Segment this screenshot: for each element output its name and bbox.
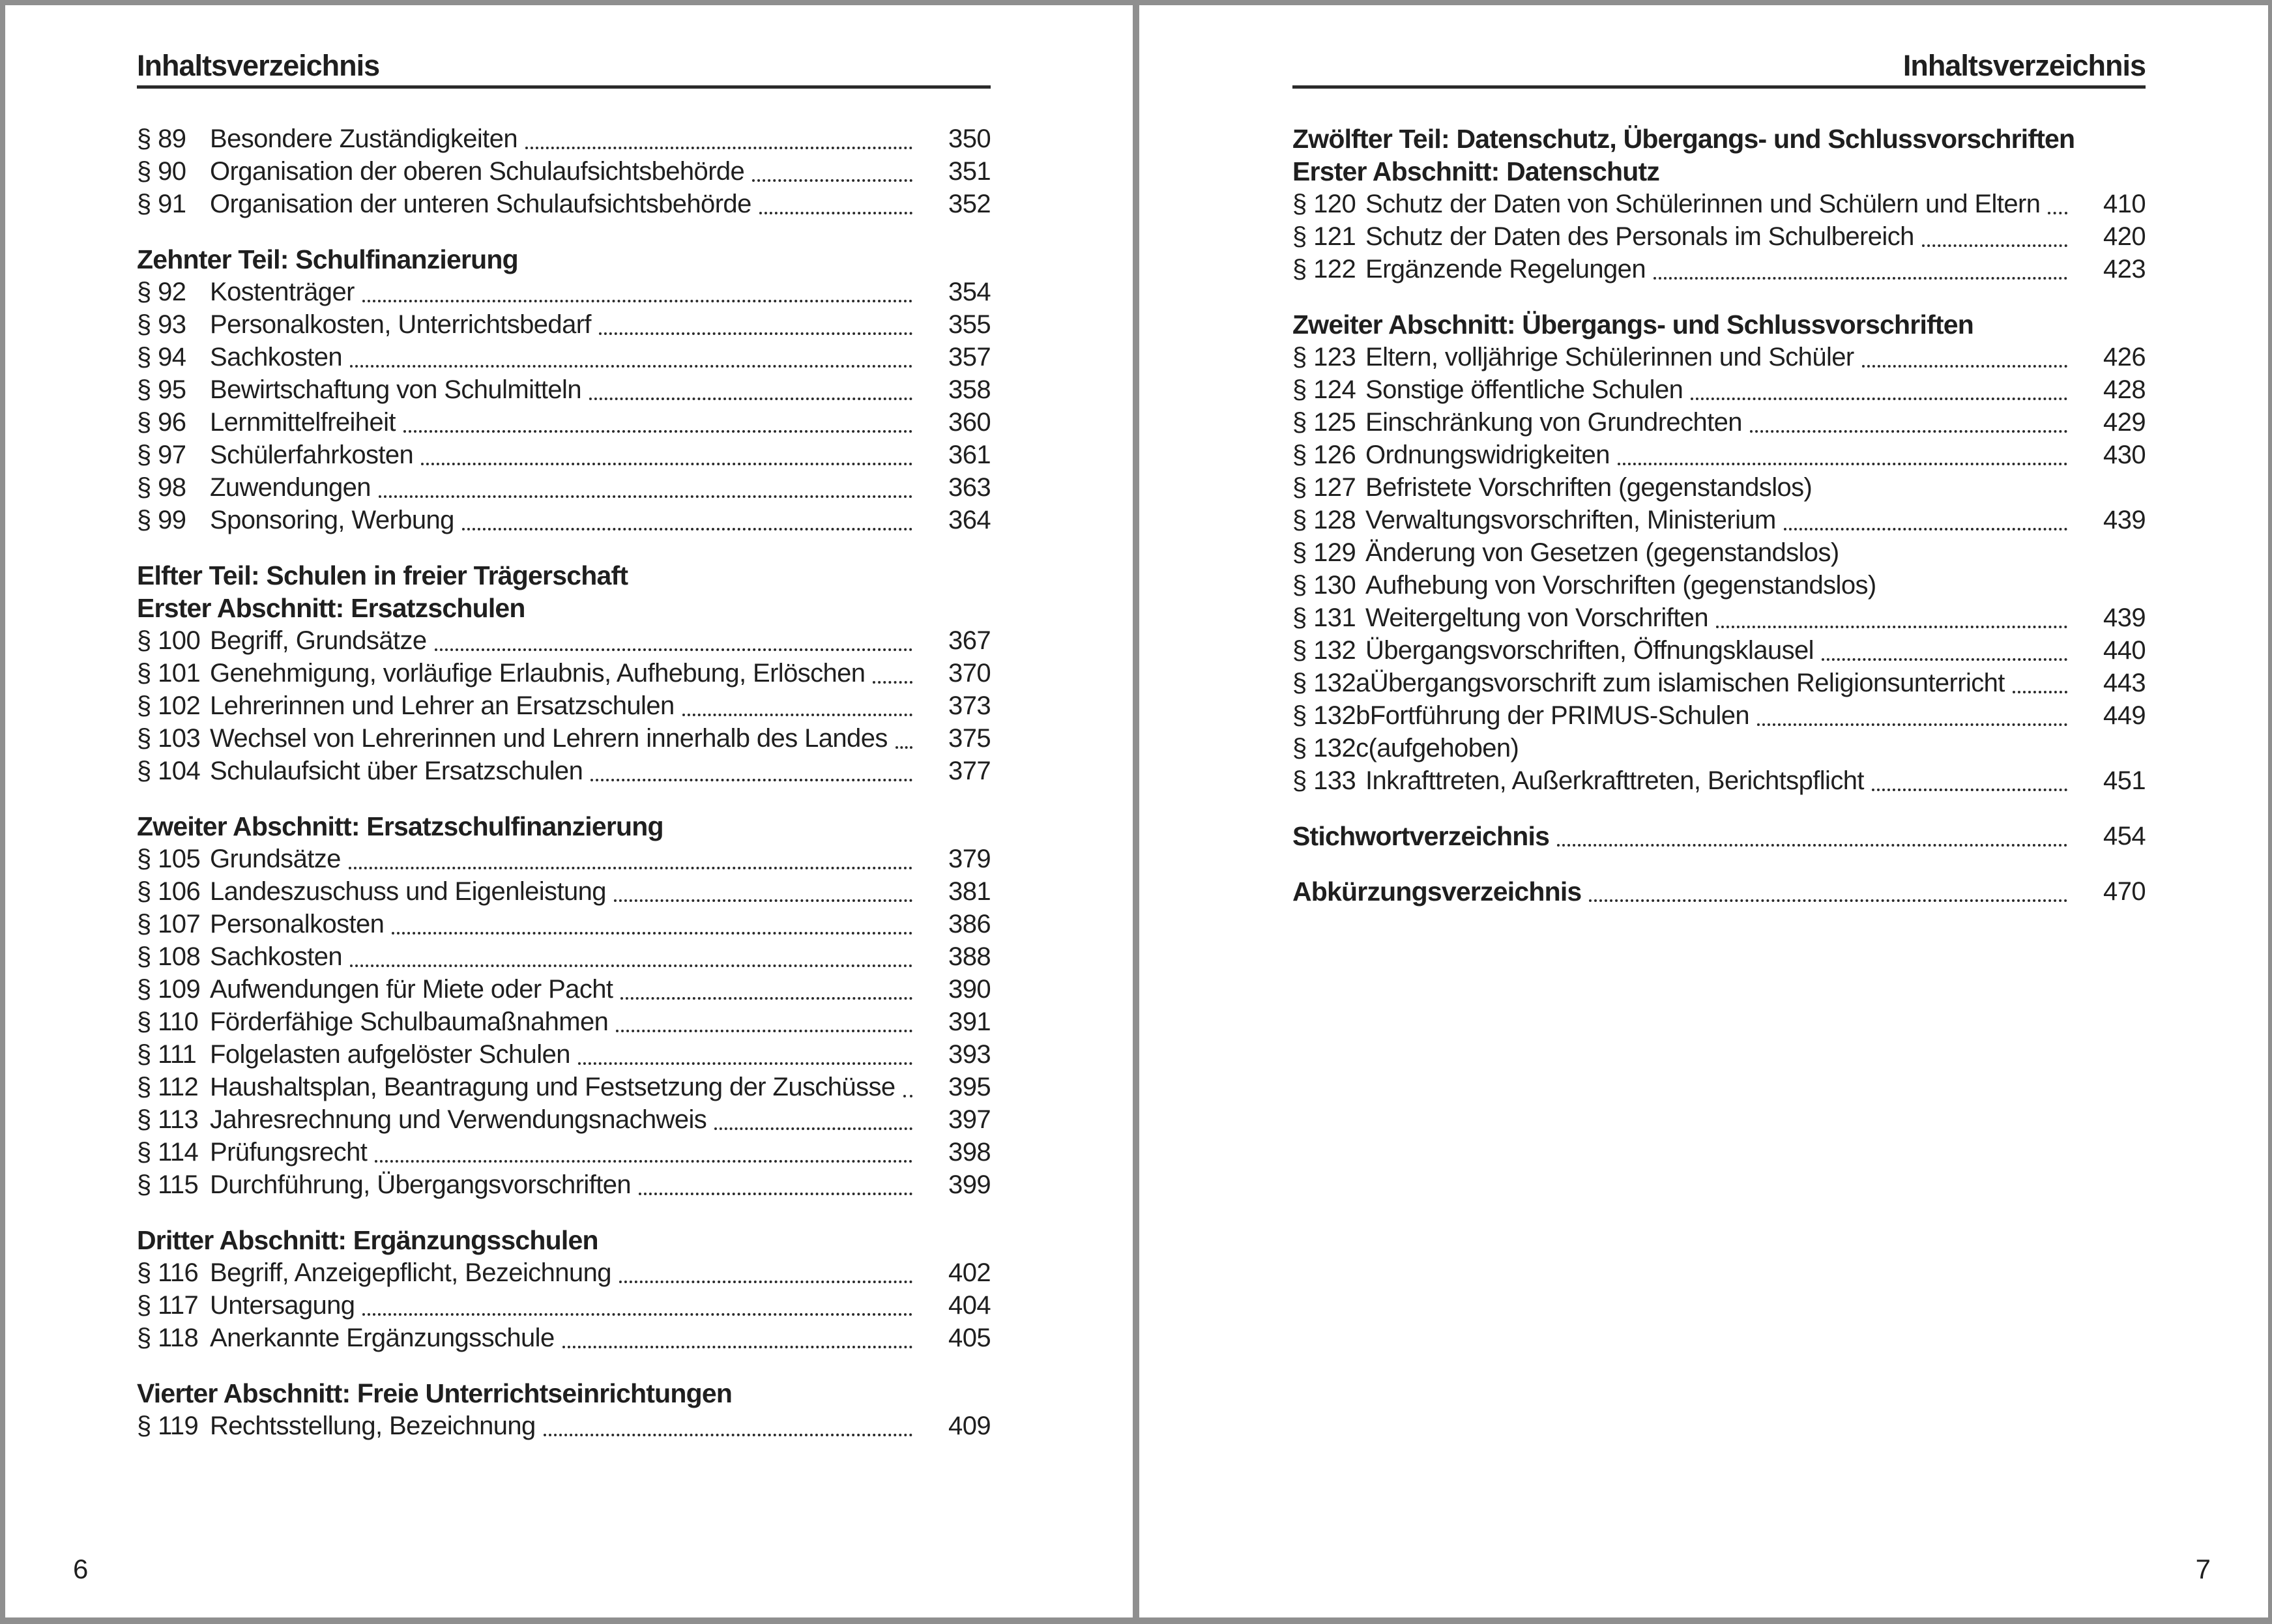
paragraph-number: § 119 (137, 1412, 199, 1440)
entry-title: Rechtsstellung, Bezeichnung (210, 1412, 536, 1440)
dot-leader (2048, 188, 2067, 214)
toc-entry (1292, 188, 2146, 220)
dot-leader (379, 471, 912, 498)
toc-entry (137, 1071, 991, 1103)
entry-title: Kostenträger (210, 278, 355, 306)
entry-page-number: 391 (948, 1008, 991, 1036)
paragraph-number: § 128 (1292, 506, 1356, 534)
entry-page-number: 398 (948, 1138, 991, 1167)
dot-leader (1872, 764, 2067, 791)
toc-section (1292, 820, 2146, 852)
toc-section (137, 559, 991, 787)
entry-title: Aufhebung von Vorschriften (gegenstandslos) (1365, 571, 1876, 600)
dot-leader (759, 188, 912, 214)
section-heading: Erster Abschnitt: Datenschutz (1292, 156, 1660, 186)
entry-title: Ergänzende Regelungen (1365, 255, 1646, 283)
paragraph-number: § 132a (1292, 669, 1370, 697)
dot-leader (1716, 602, 2067, 628)
toc-section (1292, 308, 2146, 797)
paragraph-number: § 124 (1292, 375, 1356, 404)
paragraph-number: § 132 (1292, 636, 1356, 665)
entry-page-number: 361 (948, 441, 991, 469)
dot-leader (873, 657, 912, 684)
entry-page-number: 379 (948, 845, 991, 873)
dot-leader (599, 308, 912, 335)
entry-title: Genehmigung, vorläufige Erlaubnis, Aufhebung, Erlöschen (210, 659, 866, 688)
paragraph-number: § 112 (137, 1073, 199, 1101)
entry-page-number: 440 (2103, 636, 2146, 665)
entry-page-number: 354 (948, 278, 991, 306)
toc-entry (137, 1136, 991, 1168)
entry-title: (aufgehoben) (1368, 734, 1519, 762)
toc-entry (137, 973, 991, 1006)
paragraph-number: § 115 (137, 1170, 199, 1199)
dot-leader (578, 1038, 912, 1065)
toc-entry (1292, 667, 2146, 699)
entry-title: Personalkosten (210, 910, 385, 938)
toc-entry (137, 155, 991, 188)
entry-title: Prüfungsrecht (210, 1138, 368, 1167)
dot-leader (1784, 504, 2067, 530)
section-heading: Zehnter Teil: Schulfinanzierung (137, 244, 518, 274)
paragraph-number: § 116 (137, 1258, 199, 1287)
toc-entry (1292, 820, 2146, 852)
paragraph-number: § 92 (137, 278, 186, 306)
paragraph-number: § 97 (137, 441, 186, 469)
entry-page-number: 350 (948, 124, 991, 153)
dot-leader (682, 689, 912, 716)
dot-leader (589, 373, 912, 400)
toc-entry (137, 504, 991, 536)
entry-page-number: 404 (948, 1291, 991, 1320)
paragraph-number: § 132c (1292, 734, 1369, 762)
dot-leader (590, 755, 912, 781)
toc-entry (137, 1322, 991, 1354)
paragraph-number: § 120 (1292, 190, 1356, 218)
entry-page-number: 409 (948, 1412, 991, 1440)
entry-page-number: 405 (948, 1324, 991, 1352)
entry-page-number: 358 (948, 375, 991, 404)
paragraph-number: § 108 (137, 942, 201, 971)
entry-title: Weitergeltung von Vorschriften (1365, 603, 1709, 632)
toc-entry (137, 1006, 991, 1038)
entry-title: Zuwendungen (210, 473, 371, 502)
entry-title: Landeszuschuss und Eigenleistung (210, 877, 606, 906)
dot-leader (896, 722, 912, 749)
toc-entry (137, 657, 991, 689)
toc-entry (1292, 699, 2146, 732)
toc-entry (1292, 220, 2146, 253)
toc-entry (1292, 536, 2146, 569)
paragraph-number: § 90 (137, 157, 186, 186)
paragraph-number: § 132b (1292, 701, 1370, 730)
paragraph-number: § 126 (1292, 441, 1356, 469)
dot-leader (375, 1136, 912, 1163)
entry-title: Sponsoring, Werbung (210, 506, 454, 534)
entry-title: Schulaufsicht über Ersatzschulen (210, 757, 583, 785)
entry-title: Befristete Vorschriften (gegenstandslos) (1365, 473, 1813, 502)
entry-title: Begriff, Grundsätze (210, 626, 427, 655)
entry-page-number: 426 (2103, 343, 2146, 371)
dot-leader (614, 875, 912, 902)
entry-title: Änderung von Gesetzen (gegenstandslos) (1365, 538, 1839, 567)
toc-list (1292, 123, 2146, 908)
entry-page-number: 397 (948, 1105, 991, 1134)
entry-title: Sachkosten (210, 942, 343, 971)
entry-page-number: 423 (2103, 255, 2146, 283)
dot-leader (639, 1168, 912, 1195)
toc-entry (137, 406, 991, 439)
entry-title: Sachkosten (210, 343, 343, 371)
entry-title: Abkürzungsverzeichnis (1292, 877, 1582, 906)
paragraph-number: § 96 (137, 408, 186, 437)
dot-leader (392, 908, 912, 935)
dot-leader (462, 504, 912, 530)
entry-page-number: 351 (948, 157, 991, 186)
dot-leader (1557, 820, 2067, 847)
paragraph-number: § 118 (137, 1324, 199, 1352)
paragraph-number: § 105 (137, 845, 201, 873)
toc-entry (1292, 439, 2146, 471)
toc-entry (137, 755, 991, 787)
entry-page-number: 363 (948, 473, 991, 502)
paragraph-number: § 125 (1292, 408, 1356, 437)
dot-leader (1750, 406, 2067, 433)
paragraph-number: § 91 (137, 190, 186, 218)
entry-page-number: 388 (948, 942, 991, 971)
entry-page-number: 443 (2103, 669, 2146, 697)
paragraph-number: § 122 (1292, 255, 1356, 283)
dot-leader (435, 624, 913, 651)
entry-title: Bewirtschaftung von Schulmitteln (210, 375, 581, 404)
toc-entry (137, 624, 991, 657)
dot-leader (1862, 341, 2067, 368)
entry-title: Durchführung, Übergangsvorschriften (210, 1170, 632, 1199)
paragraph-number: § 111 (137, 1040, 197, 1069)
paragraph-number: § 113 (137, 1105, 199, 1134)
toc-entry (137, 689, 991, 722)
toc-entry (1292, 471, 2146, 504)
toc-entry (137, 123, 991, 155)
entry-title: Inkrafttreten, Außerkrafttreten, Berichtspflicht (1365, 766, 1864, 795)
toc-entry (137, 276, 991, 308)
entry-page-number: 420 (2103, 222, 2146, 251)
entry-page-number: 449 (2103, 701, 2146, 730)
dot-leader (1618, 439, 2067, 465)
entry-title: Organisation der unteren Schulaufsichtsbehörde (210, 190, 751, 218)
entry-page-number: 393 (948, 1040, 991, 1069)
paragraph-number: § 93 (137, 310, 186, 339)
entry-page-number: 439 (2103, 603, 2146, 632)
toc-entry (137, 341, 991, 373)
dot-leader (714, 1103, 912, 1130)
toc-entry (1292, 569, 2146, 602)
entry-page-number: 428 (2103, 375, 2146, 404)
toc-entry (1292, 875, 2146, 908)
entry-title: Anerkannte Ergänzungsschule (210, 1324, 555, 1352)
toc-entry (137, 188, 991, 220)
page-right (1139, 5, 2268, 1617)
dot-leader (421, 439, 912, 465)
entry-page-number: 352 (948, 190, 991, 218)
entry-title: Lehrerinnen und Lehrer an Ersatzschulen (210, 691, 675, 720)
dot-leader (350, 940, 912, 967)
entry-page-number: 451 (2103, 766, 2146, 795)
header-rule (1292, 85, 2146, 89)
paragraph-number: § 95 (137, 375, 186, 404)
entry-page-number: 386 (948, 910, 991, 938)
toc-entry (137, 1168, 991, 1201)
entry-page-number: 390 (948, 975, 991, 1004)
toc-section (137, 1224, 991, 1354)
toc-entry (1292, 602, 2146, 634)
toc-section (137, 123, 991, 220)
toc-entry (137, 1103, 991, 1136)
entry-page-number: 360 (948, 408, 991, 437)
entry-page-number: 430 (2103, 441, 2146, 469)
paragraph-number: § 130 (1292, 571, 1356, 600)
page-header: Inhaltsverzeichnis (1902, 49, 2146, 82)
paragraph-number: § 98 (137, 473, 186, 502)
entry-page-number: 381 (948, 877, 991, 906)
paragraph-number: § 131 (1292, 603, 1356, 632)
paragraph-number: § 99 (137, 506, 186, 534)
paragraph-number: § 104 (137, 757, 201, 785)
toc-entry (137, 1256, 991, 1289)
entry-title: Schülerfahrkosten (210, 441, 414, 469)
header-rule (137, 85, 991, 89)
paragraph-number: § 129 (1292, 538, 1356, 567)
dot-leader (1589, 875, 2067, 902)
entry-page-number: 439 (2103, 506, 2146, 534)
entry-page-number: 370 (948, 659, 991, 688)
section-heading: Elfter Teil: Schulen in freier Trägerschaft (137, 560, 628, 590)
toc-section (137, 810, 991, 1201)
paragraph-number: § 100 (137, 626, 201, 655)
dot-leader (349, 843, 912, 869)
toc-entry (137, 1410, 991, 1442)
paragraph-number: § 127 (1292, 473, 1356, 502)
dot-leader (752, 155, 912, 182)
dot-leader (350, 341, 912, 368)
paragraph-number: § 114 (137, 1138, 199, 1167)
page-right-content (1292, 5, 2146, 908)
dot-leader (620, 973, 912, 1000)
entry-page-number: 377 (948, 757, 991, 785)
dot-leader (619, 1256, 912, 1283)
section-heading: Erster Abschnitt: Ersatzschulen (137, 593, 525, 623)
dot-leader (1922, 220, 2067, 247)
entry-title: Verwaltungsvorschriften, Ministerium (1365, 506, 1776, 534)
dot-leader (362, 276, 912, 302)
dot-leader (1691, 373, 2067, 400)
paragraph-number: § 117 (137, 1291, 199, 1320)
dot-leader (525, 123, 912, 149)
paragraph-number: § 123 (1292, 343, 1356, 371)
toc-entry (137, 1289, 991, 1322)
paragraph-number: § 101 (137, 659, 201, 688)
entry-title: Übergangsvorschrift zum islamischen Religionsunterricht (1369, 669, 2005, 697)
dot-leader (1757, 699, 2067, 726)
dot-leader (616, 1006, 912, 1032)
entry-page-number: 367 (948, 626, 991, 655)
entry-page-number: 373 (948, 691, 991, 720)
toc-entry (137, 1038, 991, 1071)
dot-leader (1822, 634, 2067, 661)
toc-section (1292, 123, 2146, 285)
toc-entry (1292, 406, 2146, 439)
toc-entry (137, 875, 991, 908)
section-heading: Vierter Abschnitt: Freie Unterrichtseinrichtungen (137, 1378, 733, 1408)
page-header: Inhaltsverzeichnis (137, 49, 380, 82)
dot-leader (1653, 253, 2067, 280)
toc-section (1292, 875, 2146, 908)
paragraph-number: § 94 (137, 343, 186, 371)
toc-entry (137, 373, 991, 406)
entry-title: Jahresrechnung und Verwendungsnachweis (210, 1105, 707, 1134)
entry-page-number: 357 (948, 343, 991, 371)
toc-list (137, 123, 991, 1442)
toc-entry (137, 439, 991, 471)
paragraph-number: § 107 (137, 910, 201, 938)
entry-page-number: 410 (2103, 190, 2146, 218)
entry-title: Stichwortverzeichnis (1292, 821, 1550, 851)
page-left (5, 5, 1133, 1617)
dot-leader (544, 1410, 912, 1436)
toc-entry (1292, 504, 2146, 536)
paragraph-number: § 103 (137, 724, 201, 753)
entry-title: Lernmittelfreiheit (210, 408, 396, 437)
section-heading: Zwölfter Teil: Datenschutz, Übergangs- und Schlussvorschriften (1292, 124, 2075, 154)
paragraph-number: § 109 (137, 975, 201, 1004)
paragraph-number: § 110 (137, 1008, 199, 1036)
entry-title: Ordnungswidrigkeiten (1365, 441, 1610, 469)
paragraph-number: § 102 (137, 691, 201, 720)
entry-page-number: 399 (948, 1170, 991, 1199)
toc-entry (1292, 732, 2146, 764)
entry-title: Haushaltsplan, Beantragung und Festsetzung der Zuschüsse (210, 1073, 896, 1101)
entry-title: Aufwendungen für Miete oder Pacht (210, 975, 613, 1004)
entry-title: Fortführung der PRIMUS-Schulen (1369, 701, 1750, 730)
toc-entry (1292, 341, 2146, 373)
entry-title: Organisation der oberen Schulaufsichtsbehörde (210, 157, 745, 186)
entry-page-number: 364 (948, 506, 991, 534)
entry-title: Eltern, volljährige Schülerinnen und Schüler (1365, 343, 1854, 371)
toc-entry (1292, 253, 2146, 285)
paragraph-number: § 106 (137, 877, 201, 906)
toc-entry (1292, 373, 2146, 406)
entry-title: Untersagung (210, 1291, 355, 1320)
toc-section (137, 243, 991, 536)
toc-section (137, 1377, 991, 1442)
dot-leader (2013, 667, 2067, 693)
dot-leader (903, 1071, 912, 1097)
entry-title: Besondere Zuständigkeiten (210, 124, 517, 153)
entry-page-number: 429 (2103, 408, 2146, 437)
entry-title: Schutz der Daten des Personals im Schulbereich (1365, 222, 1914, 251)
entry-title: Grundsätze (210, 845, 341, 873)
dot-leader (403, 406, 912, 433)
entry-page-number: 402 (948, 1258, 991, 1287)
entry-page-number: 395 (948, 1073, 991, 1101)
section-heading: Zweiter Abschnitt: Übergangs- und Schlussvorschriften (1292, 310, 1974, 340)
entry-title: Sonstige öffentliche Schulen (1365, 375, 1683, 404)
entry-title: Folgelasten aufgelöster Schulen (210, 1040, 570, 1069)
toc-entry (137, 940, 991, 973)
paragraph-number: § 133 (1292, 766, 1356, 795)
entry-title: Begriff, Anzeigepflicht, Bezeichnung (210, 1258, 611, 1287)
toc-entry (137, 471, 991, 504)
toc-entry (137, 308, 991, 341)
toc-entry (1292, 764, 2146, 797)
entry-page-number: 454 (2103, 822, 2146, 850)
entry-page-number: 375 (948, 724, 991, 753)
page-number: 6 (73, 1554, 89, 1584)
dot-leader (362, 1289, 912, 1316)
section-heading: Dritter Abschnitt: Ergänzungsschulen (137, 1225, 598, 1255)
entry-title: Schutz der Daten von Schülerinnen und Schülern und Eltern (1365, 190, 2041, 218)
section-heading: Zweiter Abschnitt: Ersatzschulfinanzierung (137, 811, 663, 841)
entry-page-number: 355 (948, 310, 991, 339)
entry-title: Personalkosten, Unterrichtsbedarf (210, 310, 591, 339)
page-number: 7 (2195, 1554, 2211, 1584)
paragraph-number: § 121 (1292, 222, 1356, 251)
entry-title: Förderfähige Schulbaumaßnahmen (210, 1008, 609, 1036)
page-left-content (137, 5, 991, 1442)
entry-title: Wechsel von Lehrerinnen und Lehrern innerhalb des Landes (210, 724, 888, 753)
dot-leader (562, 1322, 912, 1348)
paragraph-number: § 89 (137, 124, 186, 153)
entry-title: Einschränkung von Grundrechten (1365, 408, 1742, 437)
toc-entry (137, 722, 991, 755)
entry-page-number: 470 (2103, 877, 2146, 906)
entry-title: Übergangsvorschriften, Öffnungsklausel (1365, 636, 1814, 665)
toc-entry (1292, 634, 2146, 667)
toc-entry (137, 843, 991, 875)
toc-entry (137, 908, 991, 940)
